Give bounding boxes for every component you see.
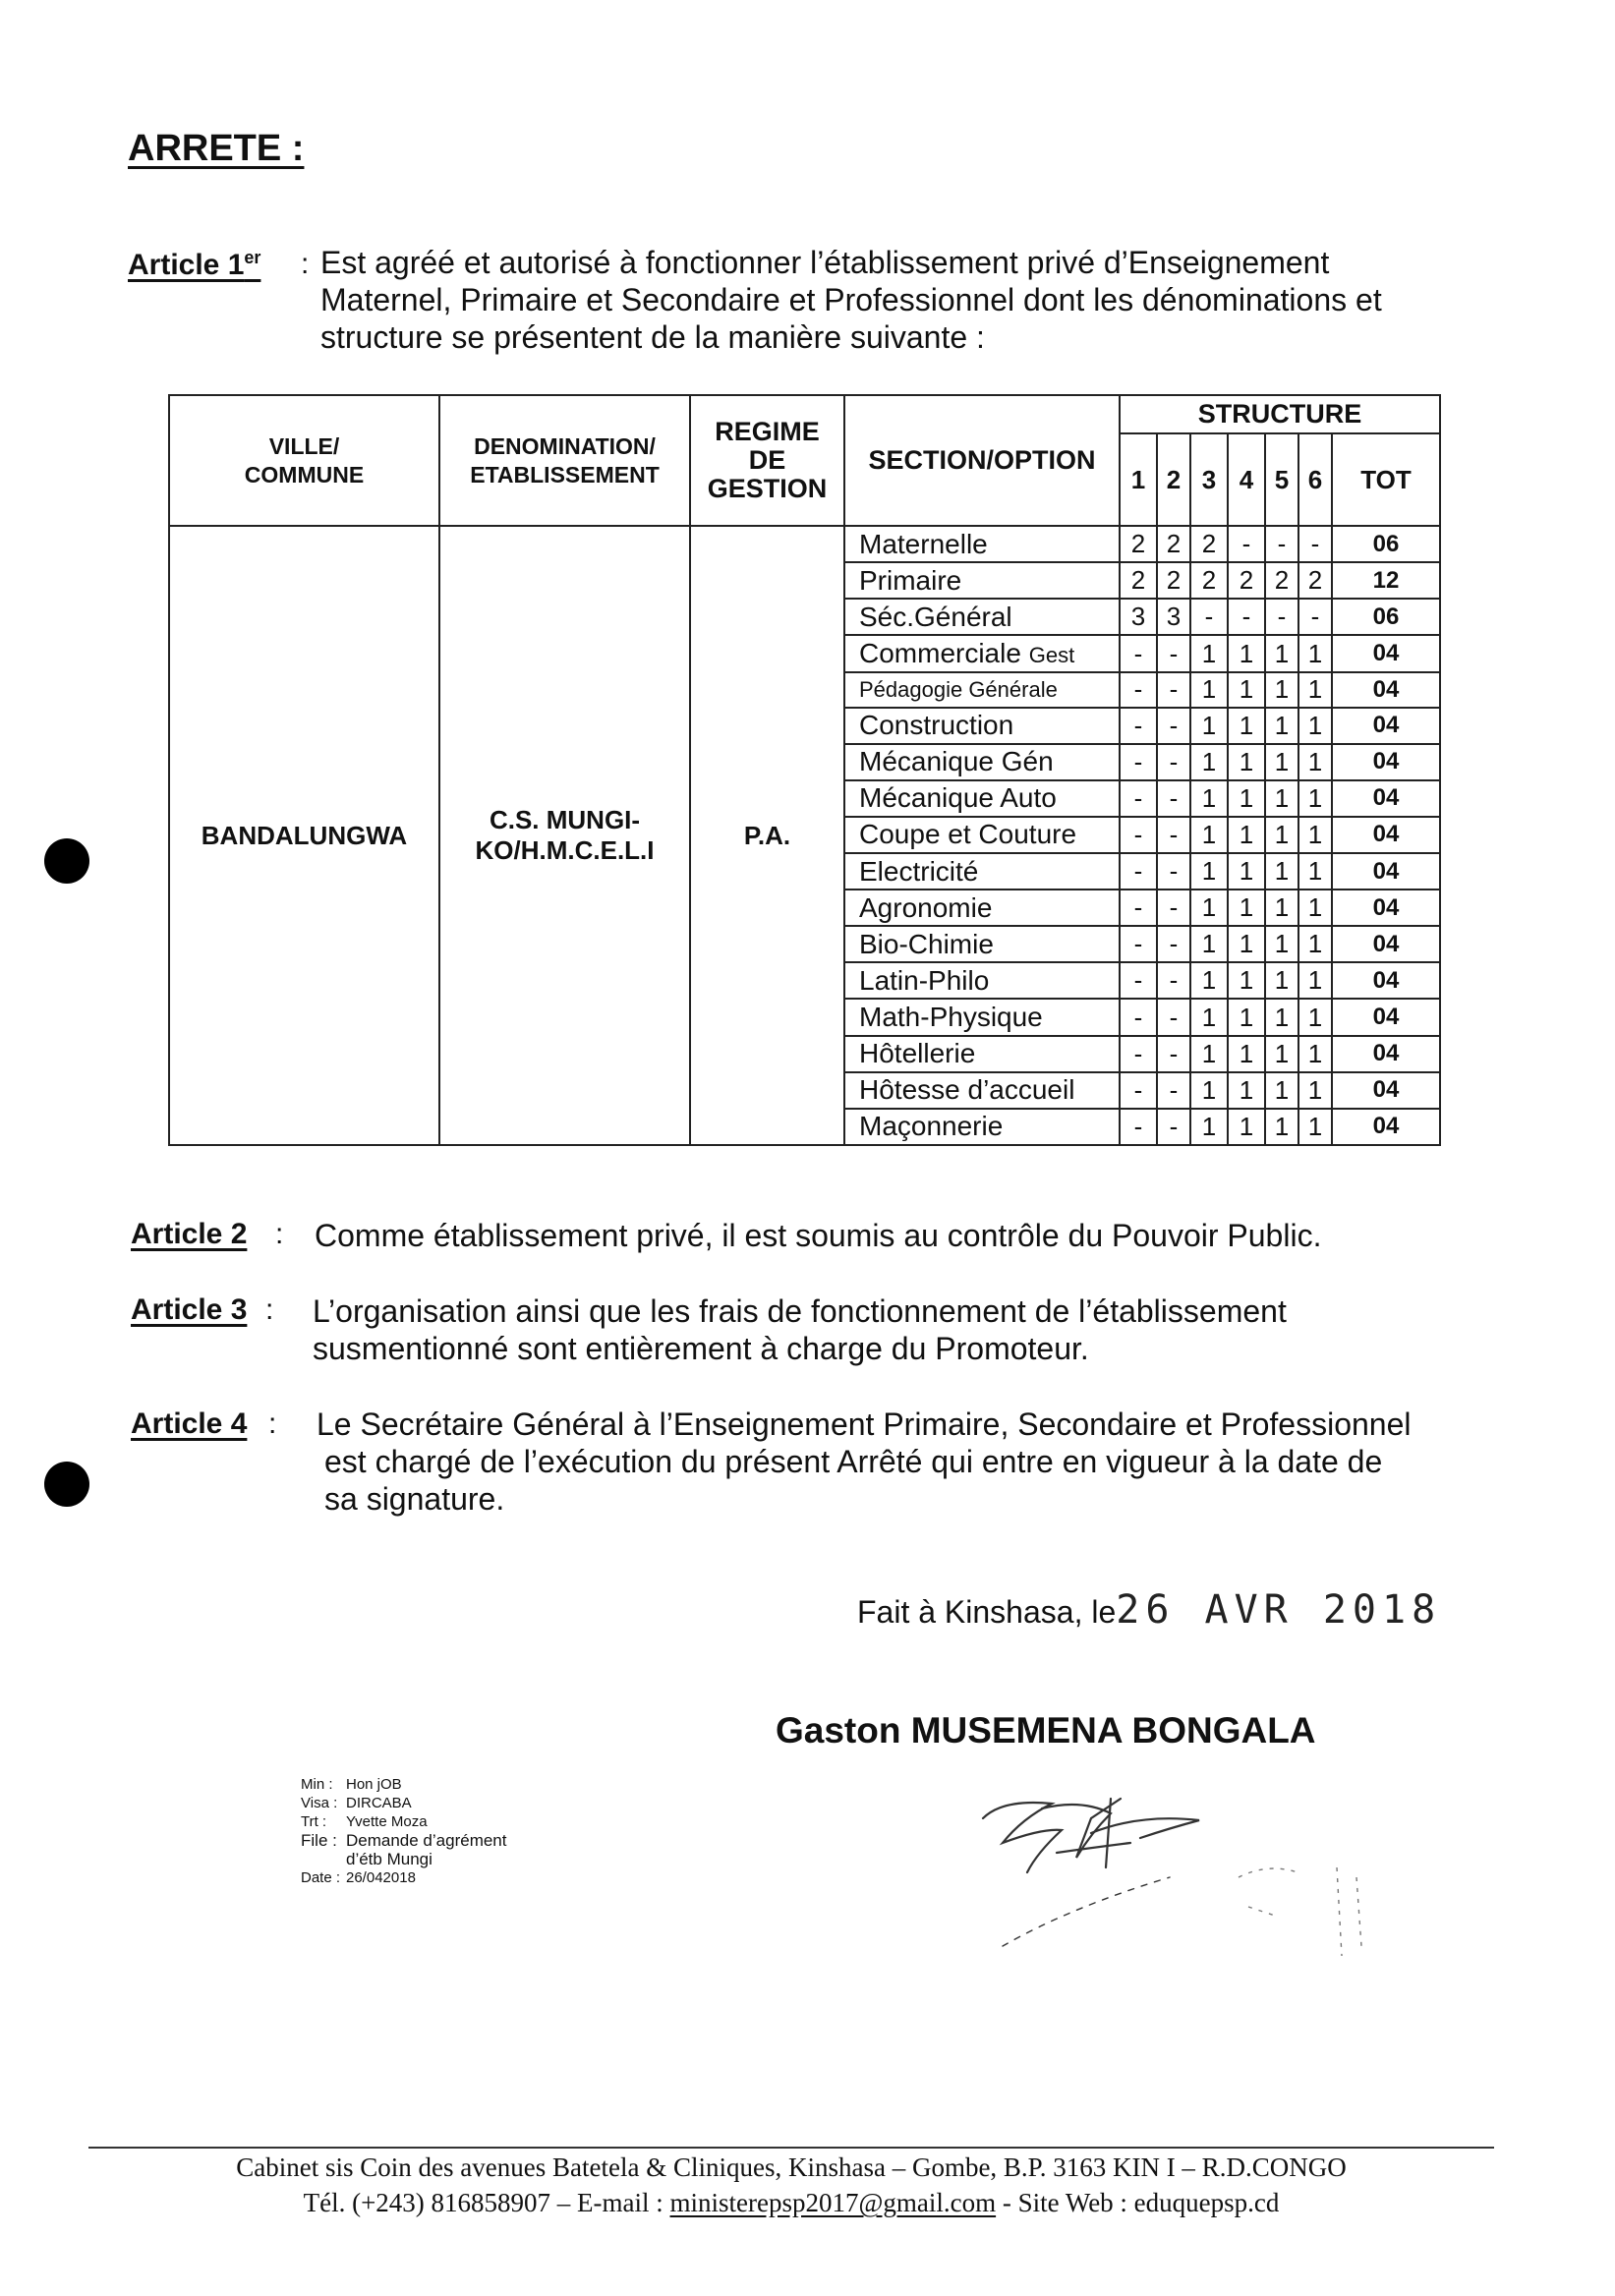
structure-cell: 1 xyxy=(1298,890,1332,926)
article-1-text: Est agréé et autorisé à fonctionner l’établissement privé d’Enseignement Maternel, Primaire et Secondaire et Professionnel dont les dénominations et structure se présentent de la manière suivante : xyxy=(320,245,1382,355)
structure-cell: 1 xyxy=(1265,890,1298,926)
structure-cell: 1 xyxy=(1228,962,1265,999)
structure-cell: 1 xyxy=(1265,1036,1298,1072)
section-cell: Bio-Chimie xyxy=(844,926,1120,962)
total-cell: 04 xyxy=(1332,962,1440,999)
structure-table xyxy=(168,394,1441,1146)
punch-hole xyxy=(44,838,89,884)
structure-cell: 2 xyxy=(1228,562,1265,599)
structure-cell: 3 xyxy=(1120,599,1157,635)
structure-cell: - xyxy=(1157,672,1190,708)
structure-cell: 1 xyxy=(1190,708,1228,744)
structure-cell: - xyxy=(1157,1072,1190,1109)
structure-cell: 1 xyxy=(1298,744,1332,780)
total-cell: 04 xyxy=(1332,1036,1440,1072)
structure-cell: - xyxy=(1157,744,1190,780)
header-denomination: DENOMINATION/ ETABLISSEMENT xyxy=(439,395,690,526)
structure-cell: 1 xyxy=(1228,1109,1265,1145)
header-regime: REGIME DE GESTION xyxy=(690,395,844,526)
total-cell: 04 xyxy=(1332,999,1440,1035)
structure-cell: - xyxy=(1120,672,1157,708)
structure-cell: - xyxy=(1157,1036,1190,1072)
section-cell: Hôtellerie xyxy=(844,1036,1120,1072)
denomination-cell: C.S. MUNGI- KO/H.M.C.E.L.I xyxy=(439,526,690,1145)
total-cell: 04 xyxy=(1332,1109,1440,1145)
structure-cell: 2 xyxy=(1265,562,1298,599)
structure-cell: 2 xyxy=(1298,562,1332,599)
structure-cell: 1 xyxy=(1265,817,1298,853)
structure-cell: 1 xyxy=(1190,890,1228,926)
structure-cell: 1 xyxy=(1190,926,1228,962)
total-cell: 04 xyxy=(1332,926,1440,962)
structure-cell: - xyxy=(1120,999,1157,1035)
punch-hole xyxy=(44,1462,89,1507)
structure-cell: 3 xyxy=(1157,599,1190,635)
structure-cell: 1 xyxy=(1265,780,1298,817)
structure-cell: 1 xyxy=(1228,817,1265,853)
structure-cell: - xyxy=(1120,744,1157,780)
header-col-5: 5 xyxy=(1265,433,1298,526)
place-date: Fait à Kinshasa, le26 AVR 2018 xyxy=(857,1587,1442,1633)
article-4-colon: : xyxy=(268,1407,277,1440)
section-cell: Agronomie xyxy=(844,890,1120,926)
structure-cell: - xyxy=(1265,599,1298,635)
header-col-1: 1 xyxy=(1120,433,1157,526)
header-col-2: 2 xyxy=(1157,433,1190,526)
total-cell: 04 xyxy=(1332,635,1440,671)
structure-cell: 1 xyxy=(1298,1036,1332,1072)
article-3-colon: : xyxy=(265,1293,274,1326)
article-3-label: Article 3 xyxy=(131,1293,248,1326)
total-cell: 12 xyxy=(1332,562,1440,599)
article-3-text: L’organisation ainsi que les frais de fonctionnement de l’établissement susmentionné sont entièrement à charge du Promoteur. xyxy=(313,1293,1287,1366)
structure-cell: 1 xyxy=(1298,672,1332,708)
structure-cell: - xyxy=(1120,1036,1157,1072)
structure-cell: 1 xyxy=(1298,962,1332,999)
structure-cell: - xyxy=(1157,962,1190,999)
structure-cell: 1 xyxy=(1228,926,1265,962)
regime-cell: P.A. xyxy=(690,526,844,1145)
structure-cell: - xyxy=(1265,526,1298,562)
section-cell: Math-Physique xyxy=(844,999,1120,1035)
article-1-label: Article 1er xyxy=(128,248,261,281)
structure-cell: - xyxy=(1157,853,1190,890)
section-cell: Primaire xyxy=(844,562,1120,599)
structure-cell: - xyxy=(1157,890,1190,926)
table-body xyxy=(169,526,1440,1145)
structure-cell: - xyxy=(1228,526,1265,562)
structure-cell: 2 xyxy=(1120,526,1157,562)
structure-cell: 1 xyxy=(1265,1072,1298,1109)
table-row xyxy=(169,526,1440,562)
section-cell: Maternelle xyxy=(844,526,1120,562)
total-cell: 04 xyxy=(1332,817,1440,853)
structure-cell: 1 xyxy=(1228,672,1265,708)
structure-cell: 1 xyxy=(1190,780,1228,817)
structure-cell: - xyxy=(1157,780,1190,817)
total-cell: 04 xyxy=(1332,744,1440,780)
structure-cell: - xyxy=(1157,1109,1190,1145)
structure-cell: 1 xyxy=(1190,999,1228,1035)
structure-cell: 1 xyxy=(1190,1109,1228,1145)
structure-cell: 1 xyxy=(1228,1036,1265,1072)
structure-cell: 2 xyxy=(1190,526,1228,562)
structure-cell: 1 xyxy=(1228,635,1265,671)
article-2-colon: : xyxy=(275,1218,284,1250)
footer-contact: Tél. (+243) 816858907 – E-mail : ministerepsp2017@gmail.com - Site Web : eduquepsp.cd xyxy=(303,2188,1280,2217)
structure-cell: 1 xyxy=(1298,708,1332,744)
structure-cell: - xyxy=(1120,853,1157,890)
section-cell: Hôtesse d’accueil xyxy=(844,1072,1120,1109)
structure-cell: 1 xyxy=(1190,672,1228,708)
section-cell: Coupe et Couture xyxy=(844,817,1120,853)
date-stamp: 26 AVR 2018 xyxy=(1116,1587,1442,1633)
structure-cell: 1 xyxy=(1190,635,1228,671)
structure-cell: 1 xyxy=(1190,962,1228,999)
structure-cell: - xyxy=(1120,780,1157,817)
total-cell: 04 xyxy=(1332,708,1440,744)
structure-cell: 1 xyxy=(1228,780,1265,817)
structure-cell: 1 xyxy=(1298,1109,1332,1145)
structure-cell: - xyxy=(1157,817,1190,853)
header-col-6: 6 xyxy=(1298,433,1332,526)
structure-cell: - xyxy=(1120,962,1157,999)
total-cell: 04 xyxy=(1332,1072,1440,1109)
section-cell: Electricité xyxy=(844,853,1120,890)
structure-cell: - xyxy=(1120,926,1157,962)
header-ville: VILLE/ COMMUNE xyxy=(169,395,439,526)
section-cell: Latin-Philo xyxy=(844,962,1120,999)
structure-cell: 1 xyxy=(1298,926,1332,962)
structure-cell: - xyxy=(1157,708,1190,744)
page-title: ARRETE : xyxy=(128,128,305,169)
header-col-3: 3 xyxy=(1190,433,1228,526)
total-cell: 04 xyxy=(1332,853,1440,890)
section-cell: Commerciale Gest xyxy=(844,635,1120,671)
total-cell: 06 xyxy=(1332,599,1440,635)
structure-cell: 1 xyxy=(1265,962,1298,999)
total-cell: 04 xyxy=(1332,672,1440,708)
structure-cell: - xyxy=(1228,599,1265,635)
structure-cell: 1 xyxy=(1190,744,1228,780)
structure-cell: 1 xyxy=(1228,1072,1265,1109)
section-cell: Mécanique Auto xyxy=(844,780,1120,817)
structure-cell: 1 xyxy=(1298,817,1332,853)
total-cell: 06 xyxy=(1332,526,1440,562)
structure-cell: - xyxy=(1120,1072,1157,1109)
section-cell: Maçonnerie xyxy=(844,1109,1120,1145)
structure-cell: 1 xyxy=(1298,853,1332,890)
structure-cell: 1 xyxy=(1298,999,1332,1035)
total-cell: 04 xyxy=(1332,890,1440,926)
structure-cell: 1 xyxy=(1265,999,1298,1035)
total-cell: 04 xyxy=(1332,780,1440,817)
section-cell: Construction xyxy=(844,708,1120,744)
section-cell: Mécanique Gén xyxy=(844,744,1120,780)
structure-cell: - xyxy=(1157,635,1190,671)
structure-cell: 1 xyxy=(1190,817,1228,853)
structure-cell: 1 xyxy=(1190,853,1228,890)
structure-cell: 1 xyxy=(1265,926,1298,962)
structure-cell: - xyxy=(1157,999,1190,1035)
structure-cell: - xyxy=(1120,1109,1157,1145)
header-section: SECTION/OPTION xyxy=(844,395,1120,526)
structure-cell: 1 xyxy=(1228,999,1265,1035)
structure-cell: 1 xyxy=(1265,853,1298,890)
header-structure: STRUCTURE xyxy=(1120,395,1440,433)
structure-cell: 1 xyxy=(1190,1036,1228,1072)
structure-cell: - xyxy=(1190,599,1228,635)
article-4-text: Le Secrétaire Général à l’Enseignement Primaire, Secondaire et Professionnel est chargé de l’exécution du présent Arrêté qui entre en vigueur à la date de sa signature. xyxy=(317,1406,1412,1517)
structure-cell: 1 xyxy=(1265,744,1298,780)
structure-cell: 1 xyxy=(1298,780,1332,817)
structure-cell: 1 xyxy=(1265,708,1298,744)
structure-cell: - xyxy=(1120,708,1157,744)
article-1-colon: : xyxy=(301,248,310,280)
routing-info: Min : Hon jOB Visa : DIRCABA Trt : Yvette Moza File : Demande d’agrément d’étb Mungi Date : 26/042018 xyxy=(301,1776,507,1886)
email-link[interactable]: ministerepsp2017@gmail.com xyxy=(669,2188,997,2217)
structure-cell: 1 xyxy=(1228,890,1265,926)
structure-cell: - xyxy=(1120,890,1157,926)
structure-cell: - xyxy=(1157,926,1190,962)
structure-cell: - xyxy=(1120,817,1157,853)
structure-cell: 1 xyxy=(1228,853,1265,890)
footer-address: Cabinet sis Coin des avenues Batetela & Cliniques, Kinshasa – Gombe, B.P. 3163 KIN I – R.D.CONGO xyxy=(236,2152,1347,2182)
structure-cell: - xyxy=(1298,599,1332,635)
structure-cell: 2 xyxy=(1157,526,1190,562)
structure-cell: - xyxy=(1298,526,1332,562)
structure-cell: 2 xyxy=(1157,562,1190,599)
section-cell: Pédagogie Générale xyxy=(844,672,1120,708)
structure-cell: 1 xyxy=(1265,635,1298,671)
structure-cell: 1 xyxy=(1298,1072,1332,1109)
ville-cell: BANDALUNGWA xyxy=(169,526,439,1145)
structure-cell: 1 xyxy=(1228,744,1265,780)
article-2-label: Article 2 xyxy=(131,1218,248,1250)
structure-cell: 1 xyxy=(1228,708,1265,744)
article-2-text: Comme établissement privé, il est soumis au contrôle du Pouvoir Public. xyxy=(315,1218,1322,1253)
article-4-label: Article 4 xyxy=(131,1407,248,1440)
signatory-name: Gaston MUSEMENA BONGALA xyxy=(776,1710,1316,1751)
header-col-4: 4 xyxy=(1228,433,1265,526)
signature-image xyxy=(944,1759,1415,1966)
structure-cell: 2 xyxy=(1120,562,1157,599)
structure-cell: 2 xyxy=(1190,562,1228,599)
structure-cell: 1 xyxy=(1265,672,1298,708)
structure-cell: - xyxy=(1120,635,1157,671)
structure-cell: 1 xyxy=(1265,1109,1298,1145)
structure-cell: 1 xyxy=(1190,1072,1228,1109)
section-cell: Séc.Général xyxy=(844,599,1120,635)
footer-divider xyxy=(88,2147,1494,2149)
structure-cell: 1 xyxy=(1298,635,1332,671)
header-col-tot: TOT xyxy=(1332,433,1440,526)
